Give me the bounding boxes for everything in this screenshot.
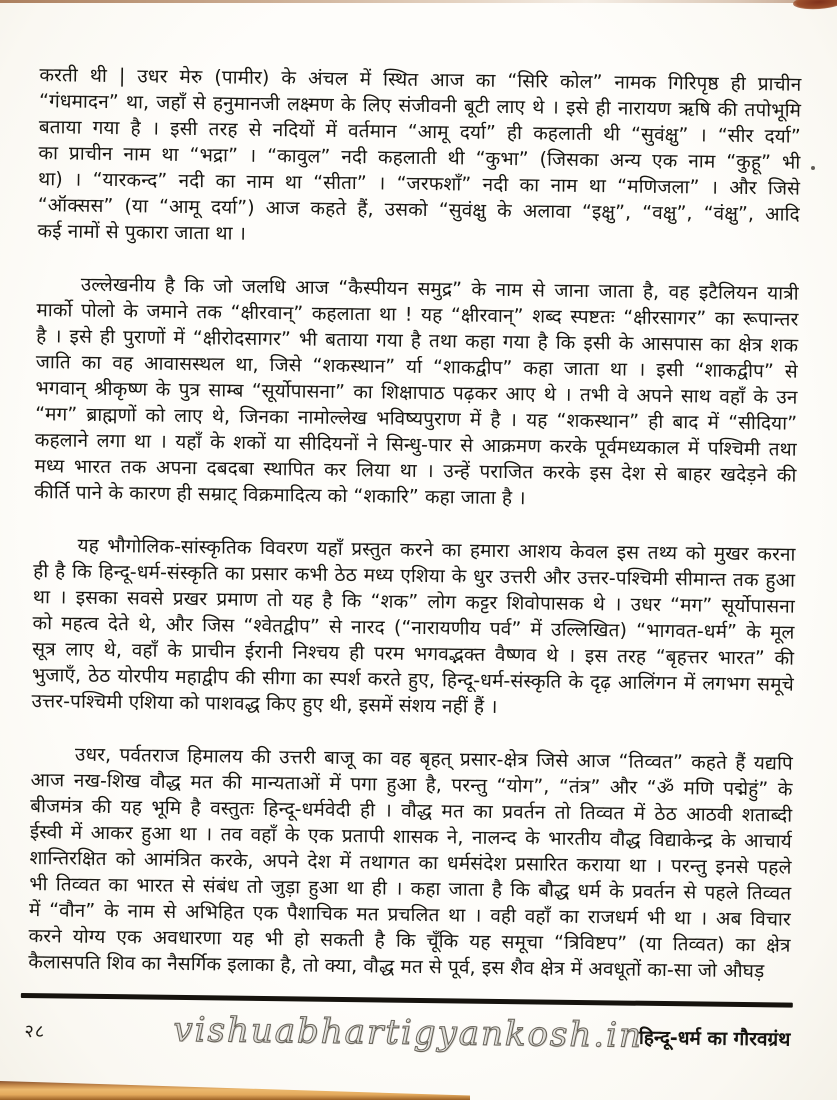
page-number: २८ xyxy=(24,1021,46,1043)
text-line: शान्तिरक्षित को आमंत्रित करके, अपने देश में तथागत का धर्मसंदेश प्रसारित कराया था । परन्तु इनसे पहले xyxy=(29,847,792,879)
text-line: “ऑक्सस” (या “आमू दर्या”) आज कहते हैं, उसको “सुवंक्षु के अलावा “इक्षु”, “वक्षु”, “वंक्षु”, आदि xyxy=(37,194,800,226)
footer-rule xyxy=(21,993,793,1008)
text-line: का प्राचीन नाम था “भद्रा” । “कावुल” नदी कहलाती थी “कुभा” (जिसका अन्य एक नाम “कुहू” भी xyxy=(38,142,801,174)
body-text xyxy=(28,62,801,985)
text-line: कहलाने लगा था । यहाँ के शकों या सीदियनों ने सिन्धु-पार से आक्रमण करके पूर्वमध्यकाल में पश्चिमी तथा xyxy=(34,429,797,461)
text-line: भुजाएँ, ठेठ योरपीय महाद्वीप की सीगा का स्पर्श करते हुए, हिन्दू-धर्म-संस्कृति के दृढ़ आलिंगन में लगभग समूचे xyxy=(31,664,794,696)
text-line: यह भौगोलिक-सांस्कृतिक विवरण यहाँ प्रस्तुत करने का हमारा आशय केवल इस तथ्य को मुखर करना xyxy=(77,534,796,566)
text-line: है । इसे ही पुराणों में “क्षीरोदसागर” भी बताया गया है तथा कहा गया है कि इसी के आसपास का क्षेत्र शक xyxy=(36,325,799,357)
paragraph-3 xyxy=(31,532,795,724)
text-line: ही है कि हिन्दू-धर्म-संस्कृति का प्रसार कभी ठेठ मध्य एशिया के धुर उत्तरी और उत्तर-पश्चिमी सीमान्त तक हुआ xyxy=(33,560,796,592)
text-line: था । इसका सवसे प्रखर प्रमाण तो यह है कि “शक” लोग कट्टर शिवोपासक थे । उधर “मग” सूर्योपासना xyxy=(32,586,795,618)
text-line: “गंधमादन” था, जहाँ से हनुमानजी लक्ष्मण के लिए संजीवनी बूटी लाए थे । इसे ही नारायण ऋषि की तपोभूमि xyxy=(38,90,802,122)
text-line: को महत्व देते थे, और जिस “श्वेतद्वीप” से नारद (“नारायणीय पर्व” में उल्लिखित) “भागवत-धर्म” के मूल xyxy=(32,612,795,644)
paragraph-1 xyxy=(37,62,801,254)
text-line: ईस्वी में आकर हुआ था । तव वहाँ के एक प्रतापी शासक ने, नालन्द के भारतीय वौद्ध विद्याकेन्द्र के आचार्य xyxy=(29,821,792,853)
text-line: बीजमंत्र की यह भूमि है वस्तुतः हिन्दू-धर्मवेदी ही । वौद्ध मत का प्रवर्तन तो तिव्वत में ठेठ आठवी शताब्दी xyxy=(30,795,793,827)
text-line: भी तिव्वत का भारत से संबंध तो जुड़ा हुआ था ही । कहा जाता है कि बौद्ध धर्म के प्रवर्तन से पहले तिव्वत xyxy=(29,873,792,905)
text-line: कई नामों से पुकारा जाता था । xyxy=(37,220,247,245)
text-line: था) । “यारकन्द” नदी का नाम था “सीता” । “जरफशाँ” नदी का नाम था “मणिजला” । और जिसे xyxy=(37,168,801,200)
text-line: कीर्ति पाने के कारण ही सम्राट् विक्रमादित्य को “शकारि” कहा जाता है । xyxy=(34,481,526,510)
text-line: “मग” ब्राह्मणों को लाए थे, जिनका नामोल्लेख भविष्यपुराण में है । यह “शकस्थान” ही बाद में “सीदिया” xyxy=(35,403,798,435)
watermark-text: vishuabhartigyankosh.in xyxy=(173,1009,644,1056)
paragraph-2 xyxy=(34,271,799,515)
text-line: करती थी | उधर मेरु (पामीर) के अंचल में स्थित आज का “सिरि कोल” नामक गिरिपृष्ठ ही प्राचीन xyxy=(39,64,802,96)
book-title-footer: हिन्दू-धर्म का गौरवग्रंथ xyxy=(638,1026,791,1051)
text-line: उत्तर-पश्चिमी एशिया को पाशवद्ध किए हुए थी, इसमें संशय नहीं हैं । xyxy=(31,690,498,718)
text-line: करने योग्य एक अवधारणा यह भी हो सकती है कि चूँकि यह समूचा “त्रिविष्टप” (या तिव्वत) का क्षेत्र xyxy=(28,925,791,957)
text-line: मध्य भारत तक अपना दबदबा स्थापित कर लिया था । उन्हें पराजित करके इस देश से बाहर खदेड़ने की xyxy=(34,455,797,487)
text-line: कैलासपति शिव का नैसर्गिक इलाका है, तो क्या, वौद्ध मत से पूर्व, इस शैव क्षेत्र में अवधूतों का-सा जो औघड़ xyxy=(28,951,765,983)
text-line: मार्को पोलो के जमाने तक “क्षीरवान्” कहलाता था ! यह “क्षीरवान्” शब्द स्पष्टतः “क्षीरसागर” का रूपान्तर xyxy=(36,299,799,331)
paragraph-4 xyxy=(28,741,793,985)
text-line: उधर, पर्वतराज हिमालय की उत्तरी बाजू का वह बृहत् प्रसार-क्षेत्र जिसे आज “तिव्वत” कहते हैं यद्यपि xyxy=(74,743,793,775)
text-line: सूत्र लाए थे, वहाँ के प्राचीन ईरानी निश्चय ही परम भगवद्भक्त वैष्णव थे । इस तरह “बृहत्तर भारत” की xyxy=(32,638,795,670)
text-line: भगवान् श्रीकृष्ण के पुत्र साम्ब “सूर्योपासना” का शिक्षापाठ पढ़कर आए थे । तभी वे अपने साथ वहाँ के उन xyxy=(35,377,798,409)
text-line: में “वौन” के नाम से अभिहित एक पैशाचिक मत प्रचलित था । वही वहाँ का राजधर्म भी था । अब विचार xyxy=(28,899,792,931)
text-line: आज नख-शिख वौद्ध मत की मान्यताओं में पगा हुआ है, परन्तु “योग”, “तंत्र” और “ॐ मणि पद्मेहुं” के xyxy=(30,769,793,801)
text-line: उल्लेखनीय है कि जो जलधि आज “कैस्पीयन समुद्र” के नाम से जाना जाता है, वह इटैलियन यात्री xyxy=(80,273,799,305)
text-line: जाति का वह आवासस्थल था, जिसे “शकस्थान” र्या “शाकद्वीप” कहा जाता था । इसी “शाकद्वीप” से xyxy=(35,351,798,383)
text-line: बताया गया है । इसी तरह से नदियों में वर्तमान “आमू दर्या” ही कहलाती थी “सुवंक्षु” । “सीर दर्या” xyxy=(38,116,801,148)
